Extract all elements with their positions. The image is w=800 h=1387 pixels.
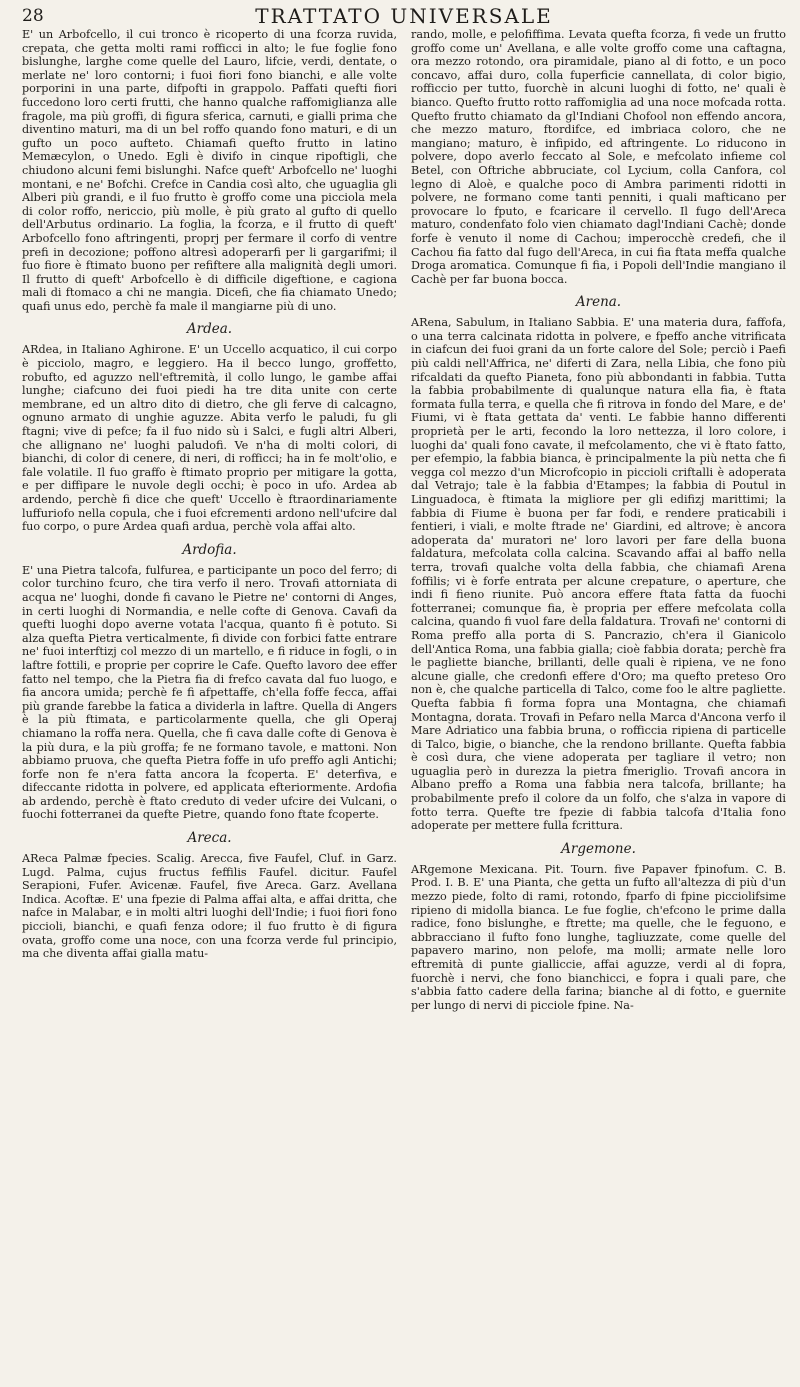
text-columns xyxy=(22,28,786,1383)
right-column xyxy=(411,28,786,1383)
entry-argemone xyxy=(411,841,786,1013)
left-column xyxy=(22,28,397,1383)
entry-arena xyxy=(411,294,786,833)
entry-body: ARgemone Mexicana. Pit. Tourn. five Papaver fpinofum. C. B. Prod. I. B. E' una Pianta, che getta un fufto all'altezza di più d'un mezzo piede, folto di rami, rotondo, fparfo di fpine picciolifsime ripieno di midolla bianca. Le fue foglie, ch'efcono le prime dalla radice, fono bislunghe, e ftrette; ma quelle, che le feguono, e abbracciano il fufto fono lunghe, tagliuzzate, come quelle del papavero marino, non pelofe, ma molli; armate nelle loro eftremità di punte gialliccie, affai aguzze, verdi al di fopra, fuorchè i nervi, che fono bianchicci, e fopra i quali pare, che s'abbia fatto cadere della farina; bianche al di fotto, e guernite per lungo di nervi di picciole fpine. Na- xyxy=(411,862,786,1012)
entry-body: rando, molle, e pelofiffima. Levata quefta fcorza, fi vede un frutto groffo come un' Avellana, e alle volte groffo come una caftagna, ora mezzo rotondo, ora piramidale, piano al di fotto, e un poco concavo, affai duro, colla fuperficie cannellata, di color bigio, rofficcio per tutto, fuorchè in alcuni luoghi di fotto, ne' quali è bianco. Quefto frutto rotto raffomiglia ad una noce mofcada rotta. Quefto frutto chiamato da gl'Indiani Chofool non effendo ancora, che mezzo maturo, ftordifce, ed imbriaca coloro, che ne mangiano; maturo, è infipido, ed aftringente. Lo riducono in polvere, dopo averlo feccato al Sole, e mefcolato infieme col Betel, con Oftriche abbruciate, col Lycium, colla Canfora, col legno di Aloè, e qualche poco di Ambra parimenti ridotti in polvere, ne formano come tanti penniti, i quali mafticano per provocare lo fputo, e fcaricare il cervello. Il fugo dell'Areca maturo, condenfato folo vien chiamato dagl'Indiani Cachè; donde forfe è venuto il nome di Cachou; imperocchè credefi, che il Cachou fia fatto dal fugo dell'Areca, in cui fia ftata meffa qualche Droga aromatica. Comunque fi fia, i Popoli dell'Indie mangiano il Cachè per far buona bocca. xyxy=(411,28,786,286)
entry-heading: Argemone. xyxy=(561,840,636,857)
entry-body: AReca Palmæ fpecies. Scalig. Arecca, five Faufel, Cluf. in Garz. Lugd. Palma, cujus fructus feffilis Faufel. dicitur. Faufel Serapioni, Fufer. Avicenæ. Faufel, five Areca. Garz. Avellana Indica. Acoftæ. E' una fpezie di Palma affai alta, e affai dritta, che nafce in Malabar, e in molti altri luoghi dell'Indie; i fuoi fiori fono piccioli, bianchi, e quafi fenza odore; il fuo frutto è di figura ovata, groffo come una noce, con una fcorza verde ful principio, ma che diventa affai gialla matu- xyxy=(22,852,397,961)
running-title: TRATTATO UNIVERSALE xyxy=(255,4,553,28)
page-header xyxy=(22,4,786,28)
entry-ardea xyxy=(22,321,397,533)
entry-heading: Ardofia. xyxy=(182,541,237,558)
entry-ardofia xyxy=(22,542,397,822)
entry-body: ARena, Sabulum, in Italiano Sabbia. E' una materia dura, faffofa, o una terra calcinata ridotta in polvere, e fpeffo anche vitrificata in ciafcun dei fuoi grani da un forte calore del Sole; perciò i Paefi più caldi nell'Affrica, ne' diferti di Zara, nella Libia, che fono più rifcaldati da quefto Pianeta, fono più abbondanti in fabbia. Tutta la fabbia probabilmente di qualunque natura ella fia, è ftata formata fulla terra, e quella che fi ritrova in fondo del Mare, e de' Fiumi, vi è ftata gettata da' venti. Le fabbie hanno differenti proprietà per le arti, fecondo la loro nettezza, il loro colore, i luoghi da' quali fono cavate, il mefcolamento, che vi è ftato fatto, per efempio, la fabbia bianca, è principalmente la più netta che fi vegga col mezzo d'un Microfcopio in piccioli criftalli è adoperata dal Vetrajo; tale è la fabbia d'Etampes; la fabbia di Poutul in Linguadoca, è ftimata la migliore per gli edifizj marittimi; la fabbia di Fiume è buona per far fodi, e rendere praticabili i fentieri, i viali, e molte ftrade ne' Giardini, ed altrove; è ancora adoperata da' muratori ne' loro lavori per fare della buona faldatura, mefcolata colla calcina. Scavando affai al baffo nella terra, trovafi qualche volta della fabbia, che chiamafi Arena foffilis; vi è forfe entrata per alcune crepature, o aperture, che indi fi fieno riunite. Può ancora effere ftata fatta da fuochi fotterranei; comunque fia, è propria per effere mefcolata colla calcina, quando fi vuol fare della faldatura. Trovafi ne' contorni di Roma preffo alla porta di S. Pancrazio, ch'era il Gianicolo dell'Antica Roma, una fabbia gialla; cioè fabbia dorata; perchè fra le pagliette bianche, brillanti, delle quali è ripiena, ve ne fono alcune gialle, che credonfi effere d'Oro; ma quefto preteso Oro non è, che qualche particella di Talco, come foo le altre pagliette. Quefta fabbia fi forma fopra una Montagna, che chiamafi Montagna, dorata. Trovafi in Pefaro nella Marca d'Ancona verfo il Mare Adriatico una fabbia bruna, o rofficcia ripiena di particelle di Talco, bigie, o bianche, che la rendono brillante. Quefta fabbia è così dura, che viene adoperata per tagliare il vetro; non uguaglia però in durezza la pietra fmeriglio. Trovafi ancora in Albano preffo a Roma una fabbia nera talcofa, brillante; ha probabilmente prefo il colore da un folfo, che s'alza in vapore di fotto terra. Quefte tre fpezie di fabbia talcofa d'Italia fono adoperate per mettere fulla fcrittura. xyxy=(411,316,786,833)
page-number: 28 xyxy=(22,6,44,26)
entry-body: ARdea, in Italiano Aghirone. E' un Uccello acquatico, il cui corpo è picciolo, magro, e leggiero. Ha il becco lungo, groffetto, robufto, ed aguzzo nell'eftremità, il collo lungo, le gambe affai lunghe; ciafcuno dei fuoi piedi ha tre dita unite con certe membrane, ed un altro dito di dietro, che gli ferve di calcagno, ognuno armato di unghie aguzze. Abita verfo le paludi, fu gli ftagni; vive di pefce; fa il fuo nido sù i Salci, e fugli altri Alberi, che allignano ne' luoghi paludofi. Ve n'ha di molti colori, di bianchi, di color di cenere, di neri, di rofficci; ha in fe molt'olio, e fale volatile. Il fuo graffo è ftimato proprio per mitigare la gotta, e per diffipare le nuvole degli occhi; è poco in ufo. Ardea ab ardendo, perchè fi dice che queft' Uccello è ftraordinariamente luffuriofo nella copula, che i fuoi efcrementi ardono nell'ufcire dal fuo corpo, o pure Ardea quafi ardua, perchè vola affai alto. xyxy=(22,343,397,534)
entry-body: E' un Arbofcello, il cui tronco è ricoperto di una fcorza ruvida, crepata, che getta molti rami rofficci in alto; le fue foglie fono bislunghe, larghe come quelle del Lauro, lifcie, verdi, dentate, o merlate ne' loro contorni; i fuoi fiori fono bianchi, e alle volte porporini in una parte, difpofti in grappolo. Paffati quefti fiori fuccedono loro certi frutti, che hanno qualche raffomiglianza alle fragole, ma più groffi, di figura sferica, carnuti, e gialli prima che diventino maturi, ma di un bel roffo quando fono maturi, e di un gufto un poco aufteto. Chiamafi quefto frutto in latino Memæcylon, o Unedo. Egli è divifo in cinque ripoftigli, che chiudono alcuni femi bislunghi. Nafce queft' Arbofcello ne' luoghi montani, e ne' Bofchi. Crefce in Candia così alto, che uguaglia gli Alberi più grandi, e il fuo frutto è groffo come una picciola mela di color roffo, nericcio, più molle, è più grato al gufto di quello dell'Arbutus ordinario. La foglia, la fcorza, e il frutto di queft' Arbofcello fono aftringenti, proprj per fermare il corfo di ventre prefi in decozione; poffono altresì adoperarfi per li gargarifmi; il fuo fiore è ftimato buono per refiftere alla malignità degli umori. Il frutto di queft' Arbofcello è di difficile digeftione, e cagiona mali di ftomaco a chi ne mangia. Dicefi, che fia chiamato Unedo; quafi unus edo, perchè fa male il mangiarne più di uno. xyxy=(22,28,397,313)
entry-heading: Areca. xyxy=(187,830,232,847)
entry-areca-continuation xyxy=(411,28,786,286)
entry-arbuto-continuation xyxy=(22,28,397,313)
entry-heading: Arena. xyxy=(575,294,622,311)
entry-areca xyxy=(22,830,397,961)
entry-heading: Ardea. xyxy=(186,321,233,338)
entry-body: E' una Pietra talcofa, fulfurea, e participante un poco del ferro; di color turchino fcuro, che tira verfo il nero. Trovafi attorniata di acqua ne' luoghi, donde fi cavano le Pietre ne' contorni di Anges, in certi luoghi di Normandia, e nelle cofte di Genova. Cavafi da quefti luoghi dopo averne votata l'acqua, quanto fi è potuto. Si alza quefta Pietra verticalmente, fi divide con forbici fatte entrare ne' fuoi interftizj col mezzo di un martello, e fi riduce in fogli, o in laftre fottili, e proprie per coprire le Cafe. Quefto lavoro dee effer fatto nel tempo, che la Pietra fia di frefco cavata dal fuo luogo, e fia ancora umida; perchè fe fi afpettaffe, ch'ella foffe fecca, affai più grande farebbe la fatica a dividerla in laftre. Quella di Angers è la più ftimata, e particolarmente quella, che gli Operaj chiamano la roffa nera. Quella, che fi cava dalle cofte di Genova è la più dura, e la più groffa; fe ne formano tavole, e mattoni. Non abbiamo pruova, che quefta Pietra foffe in ufo preffo agli Antichi; forfe non fe n'era fatta ancora la fcoperta. E' deterfiva, e difeccante ridotta in polvere, ed applicata efteriormente. Ardofia ab ardendo, perchè è ftato creduto di veder ufcire dei Vulcani, o fuochi fotterranei da quefte Pietre, quando fono ftate fcoperte. xyxy=(22,563,397,822)
